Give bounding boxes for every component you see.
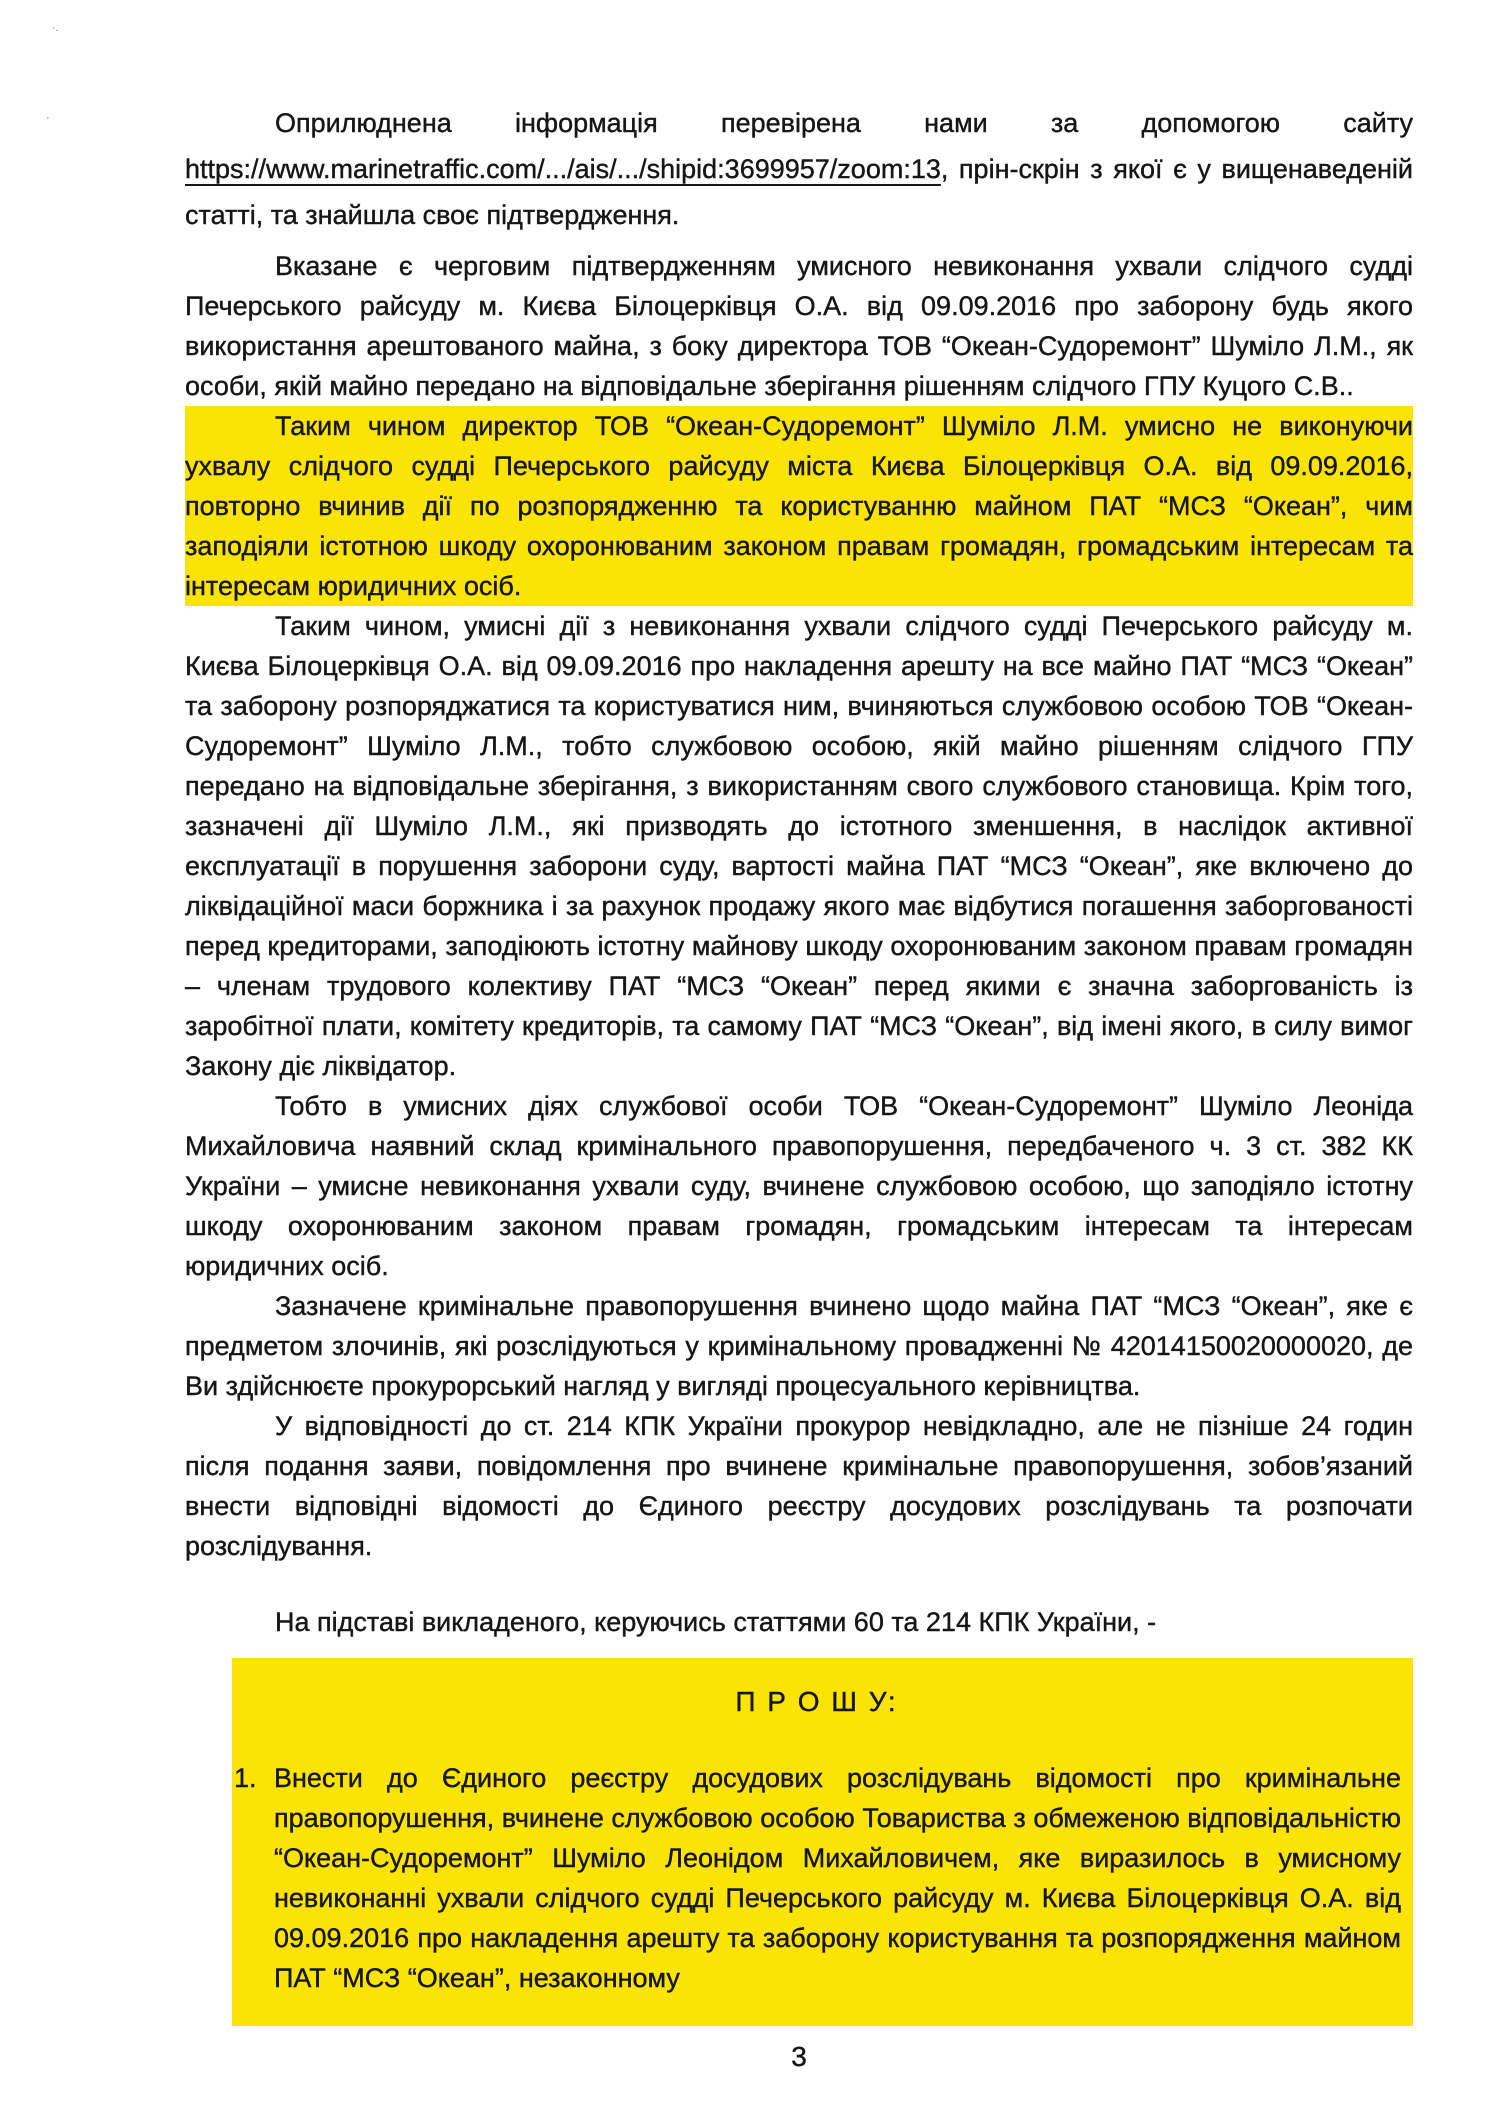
request-heading: П Р О Ш У: <box>735 1686 898 1717</box>
paragraph-highlighted-violation: Таким чином директор ТОВ “Океан-Судоремонт” Шуміло Л.М. умисно не виконуючи ухвалу слідчого судді Печерського райсуду міста Києва Білоцерківця О.А. від 09.09.2016, повторно вчинив дії по розпорядженню та користуванню майном ПАТ “МСЗ “Океан”, чим заподіяли істотною шкоду охоронюваним законом правам громадян, громадським інтересам та інтересам юридичних осіб. <box>185 411 1413 601</box>
paragraph-intentional-actions: Таким чином, умисні дії з невиконання ухвали слідчого судді Печерського райсуду м. Києва Білоцерківця О.А. від 09.09.2016 про накладення арешту на все майно ПАТ “МСЗ “Океан” та заборону розпоряджатися та користуватися ним, вчиняються службовою особою ТОВ “Океан-Судоремонт” Шуміло Л.М., тобто службовою особою, якій майно рішенням слідчого ГПУ передано на відповідальне зберігання, з використанням свого службового становища. Крім того, зазначені дії Шуміло Л.М., які призводять до істотного зменшення, в наслідок активної експлуатації в порушення заборони суду, вартості майна ПАТ “МСЗ “Океан”, яке включено до ліквідаційної маси боржника і за рахунок продажу якого має відбутися погашення заборгованості перед кредиторами, заподіюють істотну майнову шкоду охоронюваним законом правам громадян – членам трудового колективу ПАТ “МСЗ “Океан” перед якими є значна заборгованість із заробітної плати, комітету кредиторів, та самому ПАТ “МСЗ “Океан”, від імені якого, в силу вимог Закону діє ліквідатор. <box>185 611 1413 1081</box>
scan-speck: · <box>46 112 50 124</box>
paragraph-legal-basis: На підставі викладеного, керуючись статтями 60 та 214 КПК України, - <box>275 1607 1157 1637</box>
paragraph-crime-composition: Тобто в умисних діях службової особи ТОВ “Океан-Судоремонт” Шуміло Леоніда Михайловича наявний склад кримінального правопорушення, передбаченого ч. 3 ст. 382 КК України – умисне невиконання ухвали суду, вчинене службовою особою, що заподіяло істотну шкоду охоронюваним законом правам громадян, громадським інтересам та інтересам юридичних осіб. <box>185 1091 1413 1281</box>
paragraph-intro <box>185 100 1413 238</box>
request-item <box>232 1758 1401 1998</box>
paragraph-article-214: У відповідності до ст. 214 КПК України прокурор невідкладно, але не пізніше 24 годин після подання заяви, повідомлення про вчинене кримінальне правопорушення, зобов’язаний внести відповідні відомості до Єдиного реєстру досудових розслідувань та розпочати розслідування. <box>185 1411 1413 1561</box>
paragraph-court-ruling: Вказане є черговим підтвердженням умисного невиконання ухвали слідчого судді Печерського райсуду м. Києва Білоцерківця О.А. від 09.09.2016 про заборону будь якого використання арештованого майна, з боку директора ТОВ “Океан-Судоремонт” Шуміло Л.М., як особи, якій майно передано на відповідальне зберігання рішенням слідчого ГПУ Куцого С.В.. <box>185 251 1413 401</box>
request-item-text: Внести до Єдиного реєстру досудових розслідувань відомості про кримінальне правопорушення, вчинене службовою особою Товариства з обмеженою відповідальністю “Океан-Судоремонт” Шуміло Леонідом Михайловичем, яке виразилось в умисному невиконанні ухвали слідчого судді Печерського райсуду м. Києва Білоцерківця О.А. від 09.09.2016 про накладення арешту та заборону користування та розпорядження майном ПАТ “МСЗ “Океан”, незаконному <box>274 1763 1401 1993</box>
marinetraffic-link[interactable]: https://www.marinetraffic.com/.../ais/.../shipid:3699957/zoom:13 <box>185 154 941 184</box>
page-number: 3 <box>791 2041 807 2072</box>
request-section-block <box>232 1658 1413 2026</box>
highlighted-paragraph-block <box>185 406 1413 606</box>
paragraph-criminal-proceeding: Зазначене кримінальне правопорушення вчинено щодо майна ПАТ “МСЗ “Океан”, яке є предметом злочинів, які розслідуються у кримінальному провадженні № 42014150020000020, де Ви здійснюєте прокурорський нагляд у вигляді процесуального керівництва. <box>185 1291 1413 1401</box>
intro-text-after: , прін-скрін з якої є у вищенаведеній статті, та знайшла своє підтвердження. <box>185 154 1413 230</box>
document-content <box>185 100 1413 2074</box>
scan-speck: ·. <box>52 22 59 34</box>
intro-text-before: Оприлюднена інформація перевірена нами за допомогою сайту <box>275 108 1413 138</box>
request-item-number: 1. <box>234 1763 257 1793</box>
